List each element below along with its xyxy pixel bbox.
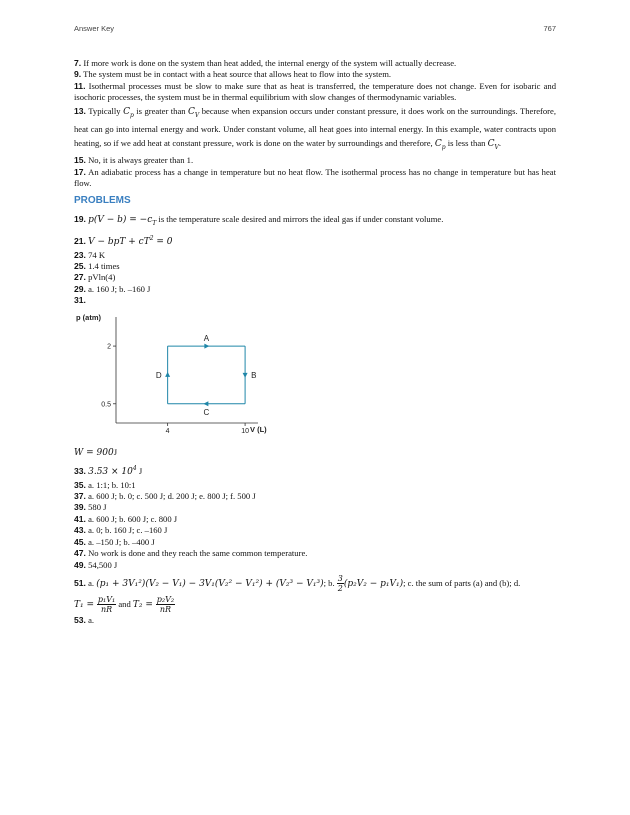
answer-text: If more work is done on the system than heat added, the internal energy of the system will actually decrease. [81, 58, 457, 68]
problem-35 [74, 480, 556, 491]
y-axis-label: p (atm) [76, 312, 101, 322]
answer-text: a. 0; b. 160 J; c. –160 J [85, 525, 168, 536]
work-result [74, 445, 556, 461]
math-cv: $C_V$ [487, 139, 499, 152]
answer-number: 31. [74, 295, 86, 306]
answer-text: pVln(4) [85, 272, 116, 283]
answer-text: An adiabatic process has a change in temperature but no heat flow. The isothermal process has no change in temperature but has heat flow. [74, 166, 556, 189]
answer-text: . [498, 138, 501, 149]
arrow-A [204, 343, 209, 348]
x-tick-label: 4 [165, 427, 170, 435]
answer-text: 580 J [85, 502, 107, 513]
answer-text: a. [85, 614, 95, 625]
math-cp: $C_p$ [123, 106, 134, 119]
part-label: ; b. [323, 577, 337, 588]
problem-51 [74, 573, 556, 594]
problem-23 [74, 250, 556, 261]
answer-number: 23. [74, 249, 86, 260]
segment-label-C: C [203, 407, 210, 417]
x-tick-label: 10 [241, 427, 249, 435]
math-equation: $p(V - b) = -c_T$ [88, 214, 157, 227]
problem-27 [74, 272, 556, 283]
fraction-t1: $\frac{\text{p₁V₁}}{nR}$ [97, 595, 116, 615]
answer-number: 43. [74, 525, 86, 536]
answer-number: 25. [74, 261, 86, 272]
problem-29 [74, 284, 556, 295]
answer-text: is less than [445, 138, 488, 149]
answer-text: is greater than [133, 105, 189, 116]
answer-number: 41. [74, 513, 86, 524]
answer-number: 49. [74, 559, 86, 570]
problem-53 [74, 615, 556, 626]
problem-45 [74, 537, 556, 548]
arrow-D [165, 372, 170, 377]
answer-text: 1.4 times [85, 261, 120, 272]
problem-21 [74, 231, 556, 250]
answer-text: No, it is always greater than 1. [85, 155, 194, 166]
problem-49 [74, 560, 556, 571]
answer-text: a. 160 J; b. –160 J [85, 283, 151, 294]
answer-number: 9. [74, 69, 82, 80]
arrow-B [243, 373, 248, 378]
answer-text: Typically [85, 105, 124, 116]
answer-number: 15. [74, 155, 86, 166]
answer-11 [74, 81, 556, 104]
answer-text: 74 K [85, 249, 106, 260]
answer-text: 54,500 J [85, 559, 118, 570]
answer-number: 35. [74, 479, 86, 490]
page-number: 767 [543, 24, 556, 33]
problem-39 [74, 502, 556, 513]
answer-number: 11. [74, 80, 86, 91]
unit: J [136, 465, 143, 476]
answer-number: 27. [74, 272, 86, 283]
fraction-three-halves: $\frac{3}{2}$ [337, 574, 343, 594]
problem-47 [74, 548, 556, 559]
pv-diagram [74, 311, 267, 439]
answer-number: 29. [74, 283, 86, 294]
x-axis-label: V (L) [250, 424, 267, 434]
math-cp: $C_p$ [434, 139, 446, 152]
answer-text: and [116, 598, 133, 609]
math-equation: V − bpT + $cT^2 = 0$ [88, 234, 173, 247]
math-cv: $C_V$ [188, 106, 200, 119]
answer-15 [74, 155, 556, 166]
problem-41 [74, 514, 556, 525]
answer-number: 33. [74, 465, 86, 476]
answer-number: 17. [74, 166, 86, 177]
answer-number: 45. [74, 536, 86, 547]
answer-text: is the temperature scale desired and mirrors the ideal gas if under constant volume. [156, 213, 444, 224]
problem-19 [74, 212, 556, 231]
segment-label-B: B [251, 370, 257, 380]
answer-9 [74, 69, 556, 80]
answer-number: 53. [74, 614, 86, 625]
problem-43 [74, 525, 556, 536]
answer-number: 47. [74, 548, 86, 559]
math-equation: (p₁ + 3V₁²)(V₂ − V₁) − 3V₁(V₂² − V₁²) + (V₂³ − V₁³) [96, 578, 324, 589]
answer-text: a. 1:1; b. 10:1 [85, 479, 136, 490]
answer-text: because when expansion occurs under constant pressure, it does work on the surroundings. Therefore, heat can go into internal energy and work. Under constant volume, all heat goes into internal energy. In this example, water contracts upon heating, so if we add heat at constant pressure, work is done on the water by surroundings and therefore, [74, 105, 556, 149]
problem-51-d [74, 594, 556, 615]
answer-text: a. 600 J; b. 0; c. 500 J; d. 200 J; e. 800 J; f. 500 J [85, 491, 256, 502]
math-equation: T₂ = [132, 599, 156, 610]
answer-number: 37. [74, 491, 86, 502]
answer-text: No work is done and they reach the same common temperature. [85, 548, 308, 559]
math-equation: T₁ = [74, 599, 97, 610]
math-equation: (p₂V₂ − p₁V₁) [343, 578, 404, 589]
answer-number: 13. [74, 105, 86, 116]
y-tick-label: 0.5 [101, 400, 111, 408]
running-header-left: Answer Key [74, 24, 115, 33]
problem-25 [74, 261, 556, 272]
y-tick-label: 2 [107, 343, 111, 351]
answer-text: ; c. the sum of parts (a) and (b); d. [403, 577, 521, 588]
math-equation: W = 900 [74, 447, 114, 458]
problem-37 [74, 491, 556, 502]
answer-number: 21. [74, 235, 86, 246]
answer-number: 19. [74, 213, 86, 224]
part-label: a. [85, 577, 97, 588]
answer-key-body [74, 58, 556, 626]
answer-text: Isothermal processes must be slow to make sure that as heat is transferred, the temperature does not change. Even for isobaric and isochoric processes, the system must be in thermal equilibrium with slow changes of thermodynamic variables. [74, 80, 556, 103]
unit: J [113, 446, 118, 457]
answer-text: The system must be in contact with a heat source that allows heat to flow into the system. [81, 69, 392, 80]
problem-33 [74, 461, 556, 480]
math-equation: $3.53 \times 10^4$ [88, 464, 137, 477]
fraction-t2: $\frac{\text{p₂V₂}}{nR}$ [156, 595, 175, 615]
answer-number: 7. [74, 58, 82, 68]
answer-13 [74, 104, 556, 156]
answer-number: 51. [74, 577, 86, 588]
answer-number: 39. [74, 502, 86, 513]
answer-text: a. 600 J; b. 600 J; c. 800 J [85, 513, 178, 524]
segment-label-A: A [203, 333, 210, 343]
arrow-C [203, 401, 208, 406]
problems-heading: PROBLEMS [74, 195, 131, 207]
problem-31 [74, 295, 556, 306]
segment-label-D: D [155, 370, 162, 380]
answer-7 [74, 58, 556, 69]
answer-17 [74, 167, 556, 190]
answer-text: a. –150 J; b. –400 J [85, 536, 155, 547]
